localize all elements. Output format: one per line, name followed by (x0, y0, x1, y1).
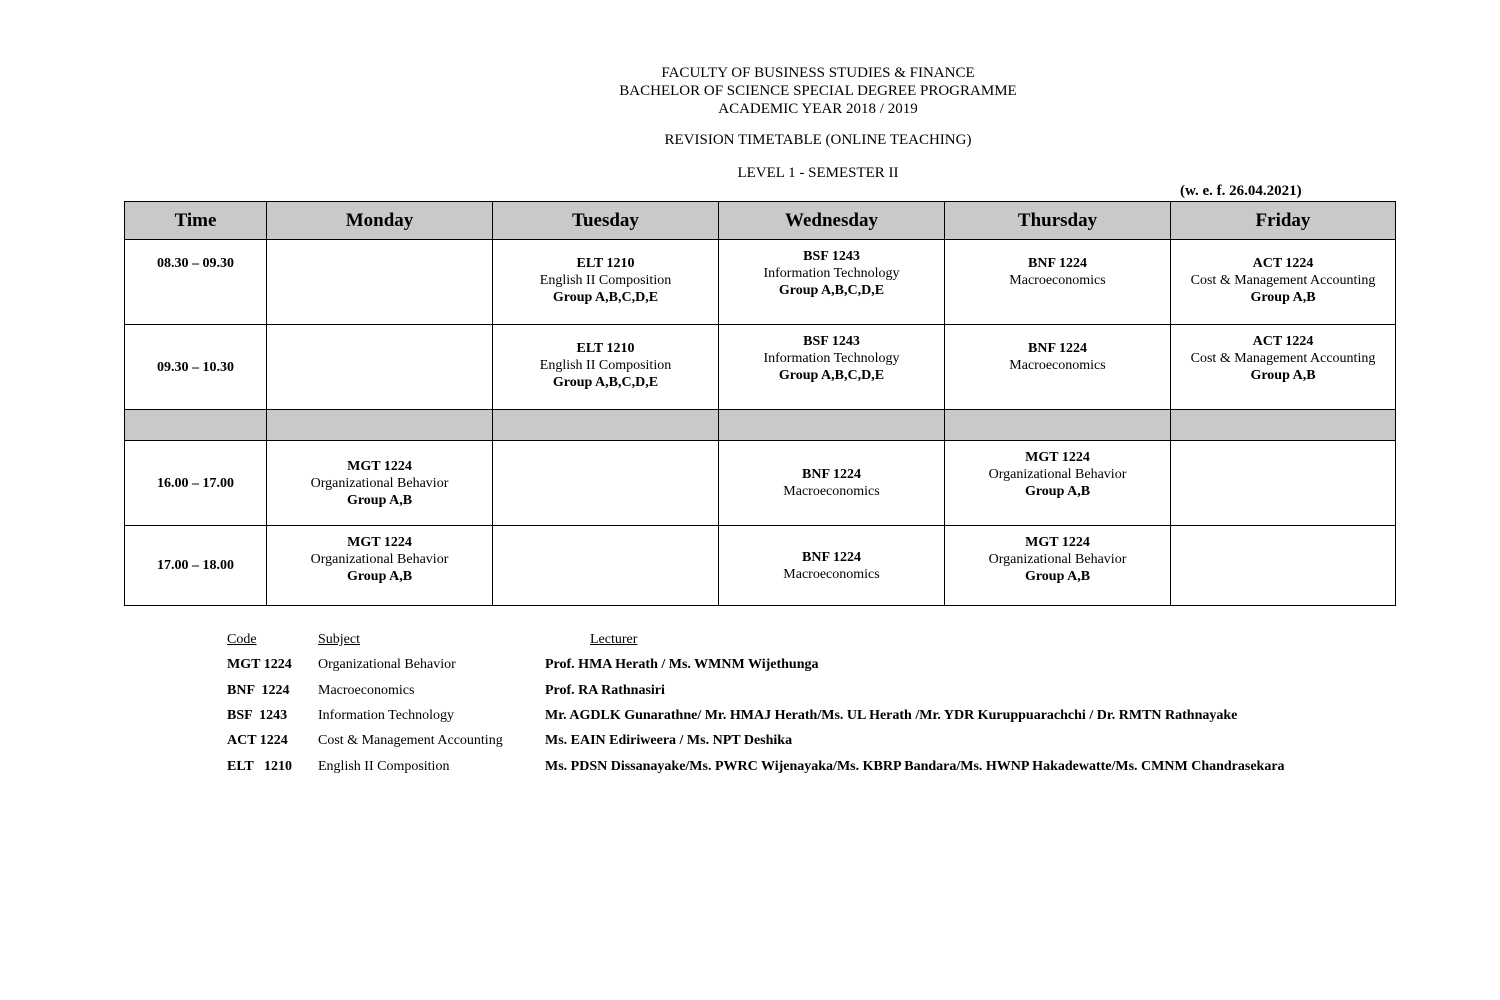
legend-code: ACT 1224 (227, 733, 288, 748)
course-group: Group A,B,C,D,E (552, 290, 659, 305)
time-cell: 17.00 – 18.00 (125, 526, 267, 606)
slot-cell-friday (1171, 325, 1396, 410)
course-subject: Organizational Behavior (310, 475, 449, 491)
col-header-wednesday: Wednesday (719, 202, 945, 240)
course-code: MGT 1224 (347, 535, 412, 550)
col-header-monday: Monday (267, 202, 493, 240)
break-cell (125, 410, 267, 441)
slot-cell-tuesday (493, 325, 719, 410)
break-cell (493, 410, 719, 441)
timetable-title (0, 131, 1500, 149)
course-group: Group A,B (1250, 290, 1316, 305)
legend-subject: English II Composition (318, 759, 450, 774)
legend-subject: Information Technology (318, 708, 455, 723)
course-subject: Information Technology (763, 351, 900, 366)
legend-row (0, 657, 1400, 677)
slot-cell-tuesday (493, 441, 719, 526)
course-subject: Macroeconomics (1009, 273, 1106, 288)
course-subject: Organizational Behavior (988, 552, 1127, 567)
slot-cell-monday (267, 240, 493, 325)
effective-date: (w. e. f. 26.04.2021) (1180, 183, 1302, 199)
course-code: ELT 1210 (576, 341, 635, 356)
slot-cell-wednesday (719, 526, 945, 606)
legend-code: BSF 1243 (227, 708, 288, 723)
legend-subject: Cost & Management Accounting (318, 733, 503, 748)
course-subject: Macroeconomics (783, 566, 880, 582)
slot-cell-friday (1171, 240, 1396, 325)
slot-cell-monday (267, 526, 493, 606)
course-code: BNF 1224 (1028, 256, 1087, 271)
legend-code: MGT 1224 (227, 657, 292, 672)
timetable-header-row (125, 202, 1396, 240)
slot-cell-wednesday (719, 325, 945, 410)
slot-cell-monday (267, 441, 493, 526)
legend-lecturer: Ms. PDSN Dissanayake/Ms. PWRC Wijenayaka/Ms. KBRP Bandara/Ms. HWNP Hakadewatte/Ms. CMNM Chandrasekara (545, 759, 1285, 774)
course-subject: English II Composition (539, 358, 672, 373)
course-code: MGT 1224 (1025, 535, 1090, 550)
level-text: LEVEL 1 - SEMESTER II (737, 165, 899, 181)
legend-row (0, 683, 1400, 703)
legend-lecturer: Prof. RA Rathnasiri (545, 683, 665, 698)
col-header-time: Time (125, 202, 267, 240)
course-group: Group A,B,C,D,E (552, 375, 659, 390)
course-group: Group A,B (1250, 368, 1316, 383)
document-header (0, 64, 1500, 118)
faculty-name: FACULTY OF BUSINESS STUDIES & FINANCE (661, 65, 975, 81)
course-code: MGT 1224 (347, 458, 412, 474)
course-subject: Organizational Behavior (310, 552, 449, 567)
course-group: Group A,B (1024, 569, 1091, 584)
break-cell (267, 410, 493, 441)
legend-code: BNF 1224 (227, 683, 290, 698)
legend-code: ELT 1210 (227, 759, 292, 774)
academic-year: ACADEMIC YEAR 2018 / 2019 (718, 101, 918, 117)
slot-cell-wednesday (719, 240, 945, 325)
break-cell (945, 410, 1171, 441)
table-row (125, 441, 1396, 526)
legend-lecturer: Prof. HMA Herath / Ms. WMNM Wijethunga (545, 657, 819, 672)
legend-lecturer: Mr. AGDLK Gunarathne/ Mr. HMAJ Herath/Ms. UL Herath /Mr. YDR Kuruppuarachchi / Dr. RMTN Rathnayake (545, 708, 1238, 723)
table-row (125, 325, 1396, 410)
course-subject: Macroeconomics (1009, 358, 1106, 373)
course-code: BNF 1224 (802, 549, 861, 565)
legend-row (0, 733, 1400, 753)
break-row (125, 410, 1396, 441)
time-cell: 09.30 – 10.30 (125, 325, 267, 410)
col-header-tuesday: Tuesday (493, 202, 719, 240)
level-semester (0, 164, 1500, 182)
course-subject: Cost & Management Accounting (1190, 273, 1376, 288)
slot-cell-monday (267, 325, 493, 410)
break-cell (1171, 410, 1396, 441)
legend-subject: Organizational Behavior (318, 657, 456, 672)
legend-header-code: Code (227, 632, 257, 647)
course-code: BSF 1243 (803, 249, 860, 264)
break-cell (719, 410, 945, 441)
col-header-thursday: Thursday (945, 202, 1171, 240)
course-code: MGT 1224 (1025, 450, 1090, 465)
slot-cell-tuesday (493, 240, 719, 325)
programme-name: BACHELOR OF SCIENCE SPECIAL DEGREE PROGRAMME (619, 83, 1017, 99)
time-cell: 08.30 – 09.30 (125, 240, 267, 325)
course-subject: Information Technology (763, 266, 900, 281)
course-subject: English II Composition (539, 273, 672, 288)
legend-header-lecturer: Lecturer (590, 632, 638, 647)
col-header-friday: Friday (1171, 202, 1396, 240)
course-code: BSF 1243 (803, 334, 860, 349)
slot-cell-thursday (945, 240, 1171, 325)
course-code: ACT 1224 (1252, 256, 1314, 271)
legend-row (0, 708, 1400, 728)
slot-cell-friday (1171, 526, 1396, 606)
slot-cell-thursday (945, 526, 1171, 606)
table-row (125, 240, 1396, 325)
course-group: Group A,B,C,D,E (778, 283, 885, 298)
course-group: Group A,B (346, 492, 413, 508)
legend-subject: Macroeconomics (318, 683, 415, 698)
course-subject: Organizational Behavior (988, 467, 1127, 482)
course-subject: Cost & Management Accounting (1190, 351, 1376, 366)
slot-cell-tuesday (493, 526, 719, 606)
timetable (124, 201, 1396, 606)
course-code: BNF 1224 (802, 467, 861, 482)
legend-header-subject: Subject (318, 632, 360, 647)
time-cell: 16.00 – 17.00 (125, 441, 267, 526)
course-code: ACT 1224 (1252, 334, 1314, 349)
course-code: ELT 1210 (576, 256, 635, 271)
course-group: Group A,B (346, 569, 413, 584)
legend-lecturer: Ms. EAIN Ediriweera / Ms. NPT Deshika (545, 733, 793, 748)
legend-header-row (0, 632, 1400, 652)
slot-cell-wednesday (719, 441, 945, 526)
course-group: Group A,B,C,D,E (778, 368, 885, 383)
course-subject: Macroeconomics (783, 484, 880, 499)
slot-cell-thursday (945, 441, 1171, 526)
title-text: REVISION TIMETABLE (ONLINE TEACHING) (664, 132, 972, 148)
course-group: Group A,B (1024, 484, 1091, 499)
slot-cell-friday (1171, 441, 1396, 526)
course-code: BNF 1224 (1028, 341, 1087, 356)
slot-cell-thursday (945, 325, 1171, 410)
legend-row (0, 759, 1400, 779)
table-row (125, 526, 1396, 606)
